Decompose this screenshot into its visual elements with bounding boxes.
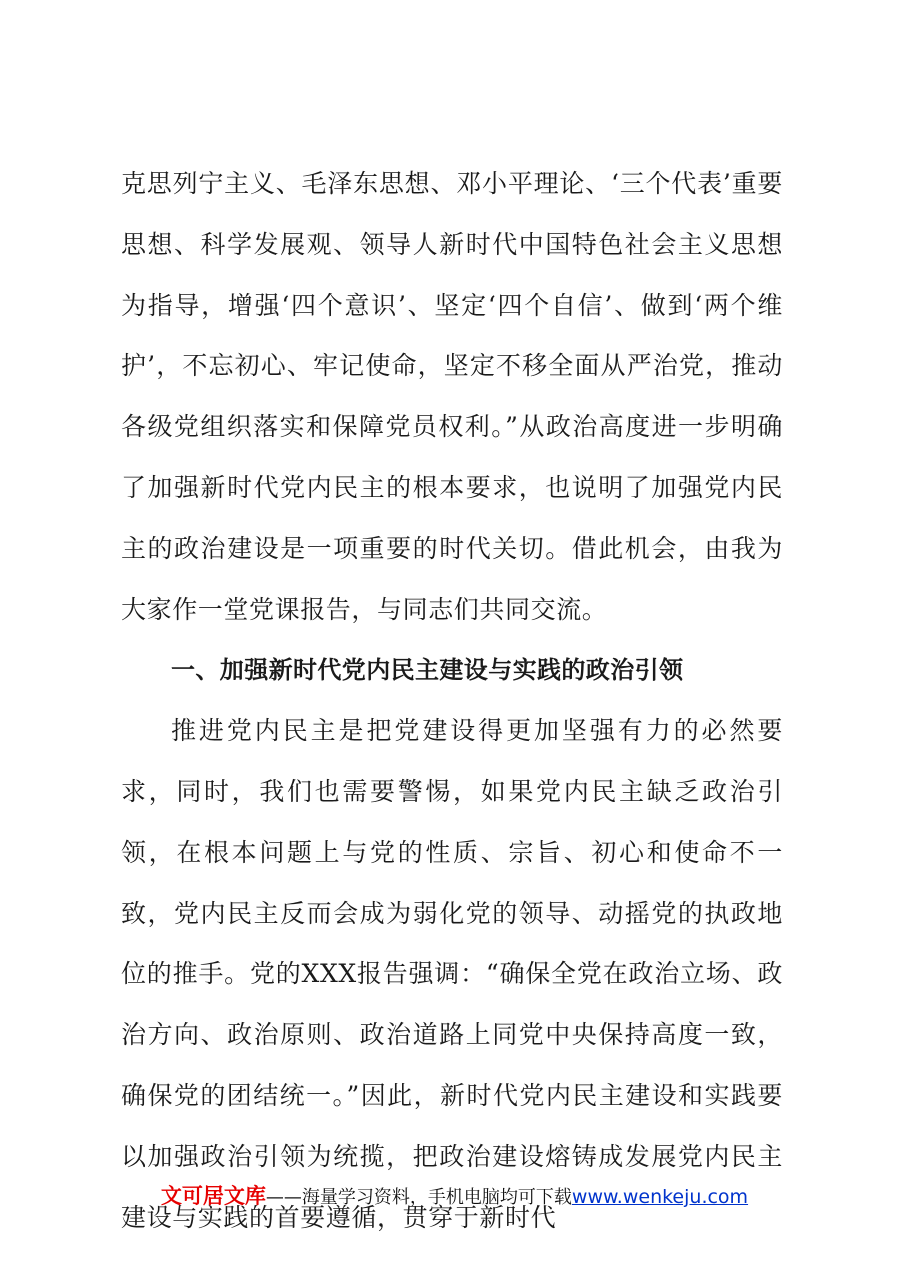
paragraph-body: 推进党内民主是把党建设得更加坚强有力的必然要求，同时，我们也需要警惕，如果党内民主缺乏政治引领，在根本问题上与党的性质、宗旨、初心和使命不一致，党内民主反而会成为弱化党的领导、动摇党的执政地位的推手。党的XXX报告强调：“确保全党在政治立场、政治方向、政治原则、政治道路上同党中央保持高度一致，确保党的团结统一。”因此，新时代党内民主建设和实践要以加强政治引领为统揽，把政治建设熔铸成发展党内民主建设与实践的首要遵循，贯穿于新时代 [121,716,783,1232]
paragraph-continuation: 克思列宁主义、毛泽东思想、邓小平理论、‘三个代表’重要思想、科学发展观、领导人新时代中国特色社会主义思想为指导，增强‘四个意识’、坚定‘四个自信’、做到‘两个维护’，不忘初心、牢记使命，坚定不移全面从严治党，推动各级党组织落实和保障党员权利。”从政治高度进一步明确了加强新时代党内民主的根本要求，也说明了加强党内民主的政治建设是一项重要的时代关切。借此机会，由我为大家作一堂党课报告，与同志们共同交流。 [121,169,783,624]
footer-banner [0,1182,909,1212]
document-body [121,154,783,1248]
section-heading: 一、加强新时代党内民主建设与实践的政治引领 [171,656,684,685]
footer-tagline: ——海量学习资料，手机电脑均可下载 [265,1187,572,1208]
footer-brand: 文可居文库 [160,1184,266,1208]
footer-website-link[interactable]: www.wenkeju.com [571,1186,749,1208]
